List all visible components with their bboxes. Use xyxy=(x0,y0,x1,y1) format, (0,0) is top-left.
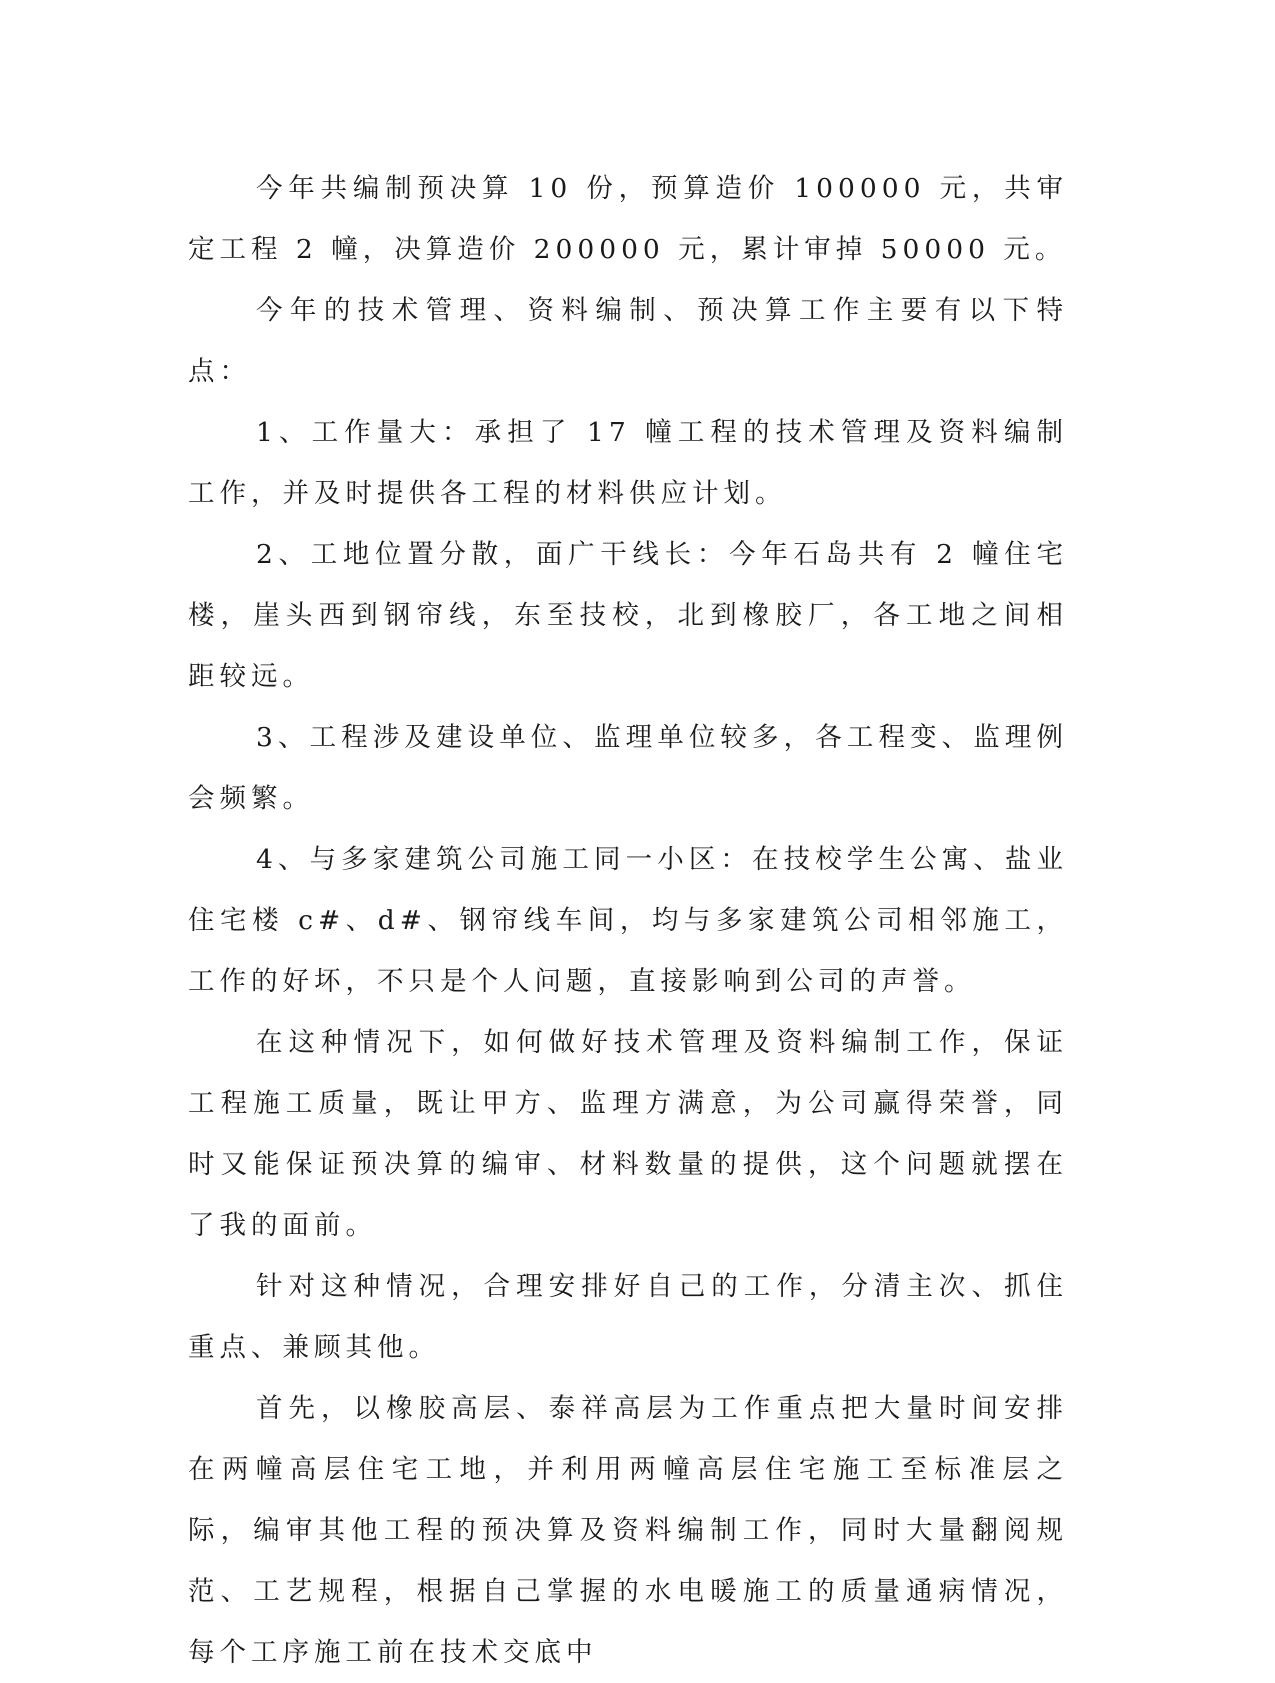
paragraph-point-4: 4、与多家建筑公司施工同一小区：在技校学生公寓、盐业住宅楼 c#、d#、钢帘线车间，均与多家建筑公司相邻施工，工作的好坏，不只是个人问题，直接影响到公司的声誉。 xyxy=(188,844,1068,997)
paragraph-point-3: 3、工程涉及建设单位、监理单位较多，各工程变、监理例会频繁。 xyxy=(188,722,1068,814)
document-body xyxy=(188,158,1068,1683)
paragraph-features-intro: 今年的技术管理、资料编制、预决算工作主要有以下特点： xyxy=(188,295,1068,387)
paragraph-situation: 在这种情况下，如何做好技术管理及资料编制工作，保证工程施工质量，既让甲方、监理方满意，为公司赢得荣誉，同时又能保证预决算的编审、材料数量的提供，这个问题就摆在了我的面前。 xyxy=(188,1027,1068,1241)
paragraph-point-2: 2、工地位置分散，面广干线长：今年石岛共有 2 幢住宅楼，崖头西到钢帘线，东至技校，北到橡胶厂，各工地之间相距较远。 xyxy=(188,539,1068,692)
paragraph-first-step: 首先，以橡胶高层、泰祥高层为工作重点把大量时间安排在两幢高层住宅工地，并利用两幢高层住宅施工至标准层之际，编审其他工程的预决算及资料编制工作，同时大量翻阅规范、工艺规程，根据自己掌握的水电暖施工的质量通病情况，每个工序施工前在技术交底中 xyxy=(188,1393,1068,1668)
paragraph-point-1: 1、工作量大：承担了 17 幢工程的技术管理及资料编制工作，并及时提供各工程的材料供应计划。 xyxy=(188,417,1068,509)
paragraph-arrangement: 针对这种情况，合理安排好自己的工作，分清主次、抓住重点、兼顾其他。 xyxy=(188,1271,1068,1363)
paragraph-budget-summary: 今年共编制预决算 10 份，预算造价 100000 元，共审定工程 2 幢，决算造价 200000 元，累计审掉 50000 元。 xyxy=(188,173,1068,265)
